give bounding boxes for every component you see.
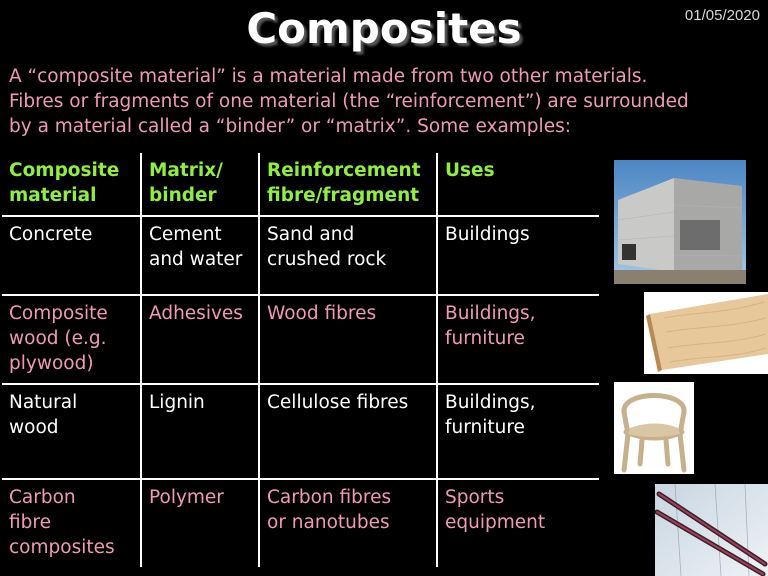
cell-matrix: Cement and water — [141, 216, 259, 295]
plywood-photo — [644, 292, 768, 374]
cell-uses: Sports equipment — [437, 479, 599, 567]
cell-material: Natural wood — [2, 384, 141, 479]
intro-line: Fibres or fragments of one material (the “reinforcement”) are surrounded — [9, 91, 689, 112]
table-header-row — [2, 153, 599, 216]
table-row — [2, 216, 599, 295]
intro-line: A “composite material” is a material made from two other materials. — [9, 66, 648, 87]
cell-reinforcement: Carbon fibres or nanotubes — [259, 479, 437, 567]
header-matrix-binder: Matrix/ binder — [141, 153, 259, 216]
cell-reinforcement: Cellulose fibres — [259, 384, 437, 479]
cell-uses: Buildings, furniture — [437, 384, 599, 479]
slide-title: Composites — [246, 4, 522, 53]
table-row — [2, 295, 599, 384]
composites-table — [2, 153, 599, 567]
header-composite-material: Composite material — [9, 160, 120, 206]
cell-material: Composite wood (e.g. plywood) — [2, 295, 141, 384]
cell-matrix: Adhesives — [141, 295, 259, 384]
cell-matrix: Lignin — [141, 384, 259, 479]
intro-text — [9, 64, 759, 139]
cell-uses: Buildings, furniture — [437, 295, 599, 384]
cell-material: Carbon fibre composites — [2, 479, 141, 567]
header-reinforcement: Reinforcement fibre/fragment — [259, 153, 437, 216]
intro-line: by a material called a “binder” or “matrix”. Some examples: — [9, 116, 571, 137]
cell-material: Concrete — [2, 216, 141, 295]
table-row — [2, 479, 599, 567]
table-row — [2, 384, 599, 479]
carbon-rods-photo — [655, 484, 768, 576]
slide-date: 01/05/2020 — [684, 7, 760, 24]
concrete-building-photo — [614, 160, 746, 284]
header-uses: Uses — [437, 153, 599, 216]
cell-reinforcement: Sand and crushed rock — [259, 216, 437, 295]
bentwood-chair-photo — [614, 382, 694, 474]
cell-uses: Buildings — [437, 216, 599, 295]
cell-reinforcement: Wood fibres — [259, 295, 437, 384]
cell-matrix: Polymer — [141, 479, 259, 567]
